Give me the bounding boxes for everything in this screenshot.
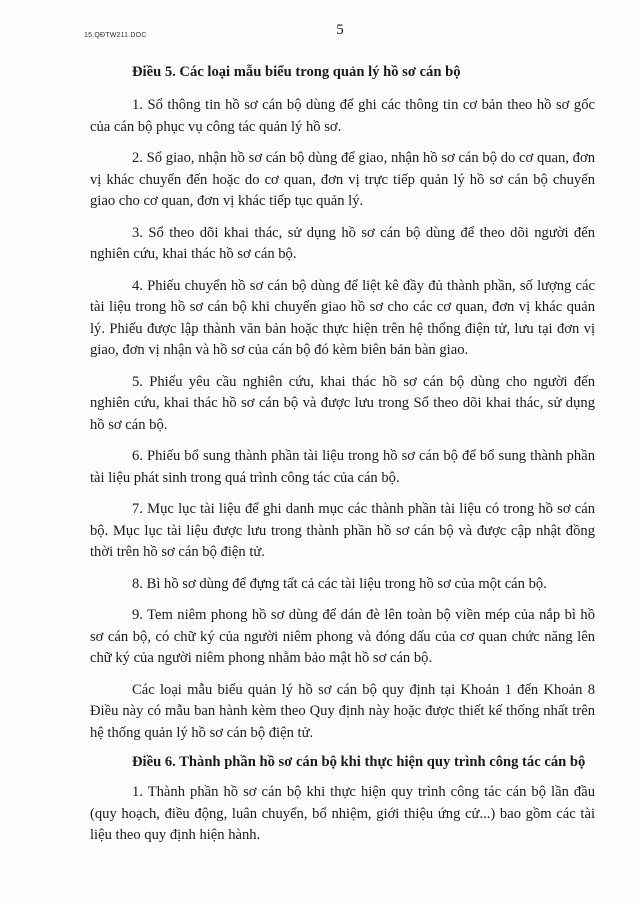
article-5-clause-2: 2. Sổ giao, nhận hồ sơ cán bộ dùng để giao, nhận hồ sơ cán bộ do cơ quan, đơn vị khác chuyển đến hoặc do cơ quan, đơn vị trực tiếp quản lý hồ sơ cán bộ chuyển giao cho cơ quan, đơn vị khác tiếp tục quản lý. bbox=[90, 150, 595, 209]
document-body bbox=[90, 58, 595, 847]
article-6-clause-1: 1. Thành phần hồ sơ cán bộ khi thực hiện quy trình công tác cán bộ lần đầu (quy hoạch, điều động, luân chuyển, bổ nhiệm, giới thiệu ứng cử...) bao gồm các tài liệu theo quy định hiện hành. bbox=[90, 784, 595, 843]
article-5-clause-9: 9. Tem niêm phong hồ sơ dùng để dán đè lên toàn bộ viền mép của nắp bì hồ sơ cán bộ, có chữ ký của người niêm phong và đóng dấu của cơ quan chức năng lên chữ ký của người niêm phong nhằm bảo mật hồ sơ cán bộ. bbox=[90, 607, 595, 666]
page-number: 5 bbox=[336, 22, 344, 38]
document-code: 15.QĐTW211.DOC bbox=[84, 32, 147, 39]
article-5-clause-1: 1. Sổ thông tin hồ sơ cán bộ dùng để ghi các thông tin cơ bản theo hồ sơ gốc của cán bộ phục vụ công tác quản lý hồ sơ. bbox=[90, 97, 595, 135]
article-5-clause-8: 8. Bì hồ sơ dùng để đựng tất cả các tài liệu trong hồ sơ của một cán bộ. bbox=[132, 575, 547, 592]
article-6-heading: Điều 6. Thành phần hồ sơ cán bộ khi thực hiện quy trình công tác cán bộ bbox=[132, 754, 586, 770]
article-5-clause-4: 4. Phiếu chuyển hồ sơ cán bộ dùng để liệt kê đầy đủ thành phần, số lượng các tài liệu trong hồ sơ cán bộ khi chuyển giao hồ sơ cho các cơ quan, đơn vị khác quản lý. Phiếu được lập thành văn bản hoặc thực hiện trên hệ thống điện tử, lưu tại đơn vị giao, đơn vị nhận và hồ sơ của cán bộ đó kèm biên bản bàn giao. bbox=[90, 277, 595, 358]
article-5-clause-5: 5. Phiếu yêu cầu nghiên cứu, khai thác hồ sơ cán bộ dùng cho người đến nghiên cứu, khai thác hồ sơ cán bộ và được lưu trong Sổ theo dõi khai thác, sử dụng hồ sơ cán bộ. bbox=[90, 373, 595, 433]
article-5-heading: Điều 5. Các loại mẫu biểu trong quản lý hồ sơ cán bộ bbox=[132, 64, 461, 80]
article-5-closing-paragraph: Các loại mẫu biểu quản lý hồ sơ cán bộ quy định tại Khoản 1 đến Khoản 8 Điều này có mẫu ban hành kèm theo Quy định này hoặc được thiết kế thống nhất trên hệ thống quản lý hồ sơ cán bộ điện tử. bbox=[90, 681, 595, 741]
article-5-clause-7: 7. Mục lục tài liệu để ghi danh mục các thành phần tài liệu có trong hồ sơ cán bộ. Mục lục tài liệu được lưu trong thành phần hồ sơ cán bộ và được cập nhật đồng thời trên hồ sơ cán bộ điện tử. bbox=[90, 501, 595, 560]
article-5-clause-3: 3. Sổ theo dõi khai thác, sử dụng hồ sơ cán bộ dùng để theo dõi người đến nghiên cứu, khai thác hồ sơ cán bộ. bbox=[90, 224, 595, 262]
article-5-clause-6: 6. Phiếu bổ sung thành phần tài liệu trong hồ sơ cán bộ để bổ sung thành phần tài liệu phát sinh trong quá trình công tác của cán bộ. bbox=[90, 448, 595, 486]
